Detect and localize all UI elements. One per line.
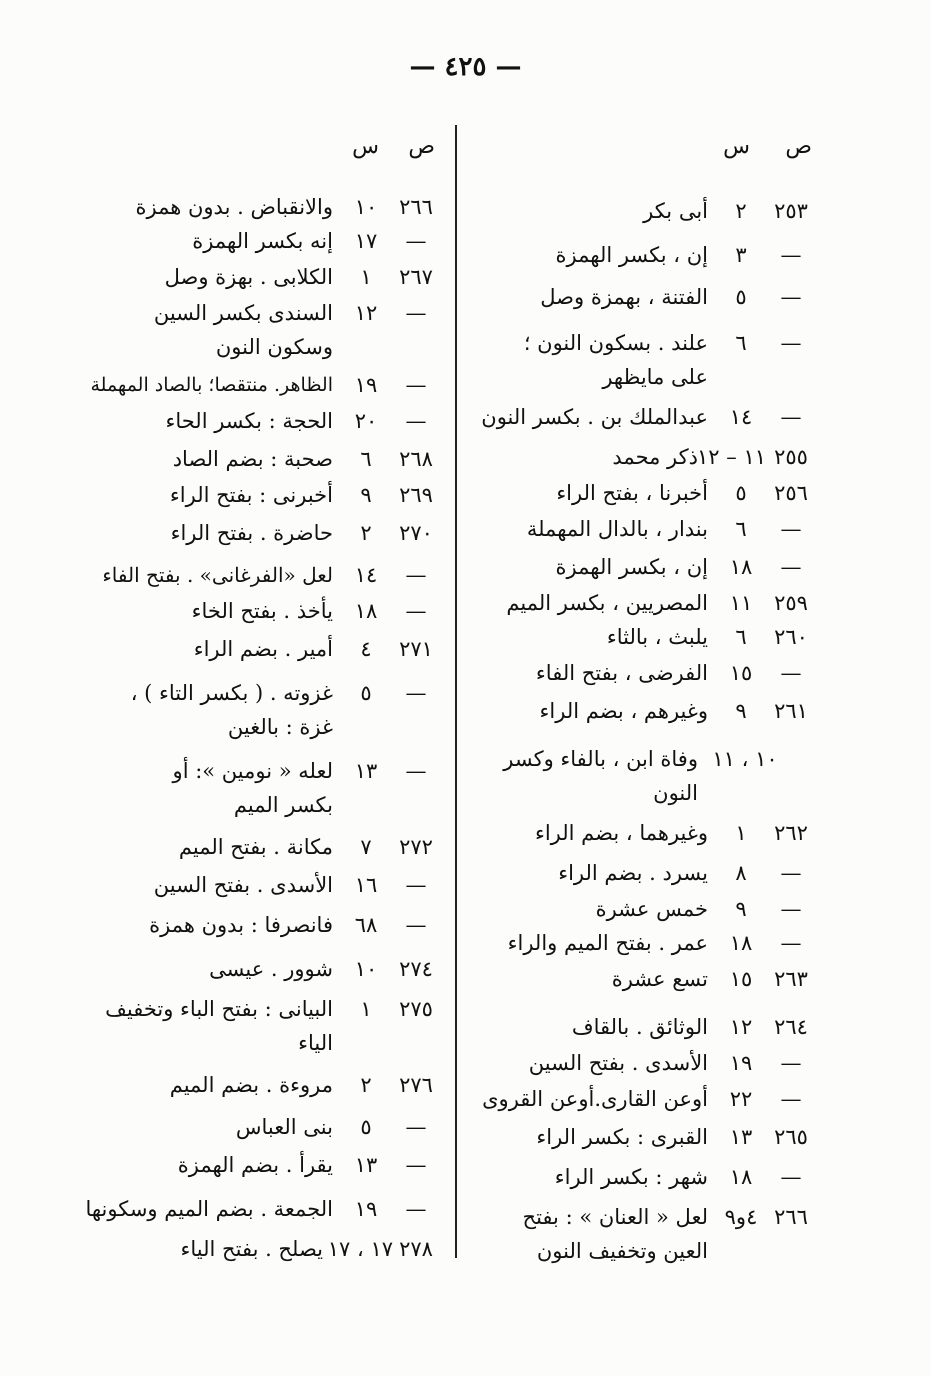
line-header: س <box>723 134 750 159</box>
page-number: — ٤٢٥ — <box>409 52 522 82</box>
errata-column-left: ص س ٢٦٦ ١٠ والانقباض . بدون همزة — ١٧ إنه بكسر الهمزة ٢٦٧ ١ الكلابى . بهزة وصل — ١٢ السندى بكسر السين وسكون النون — ١٩ الظاهر. منتقصا؛ بالصاد المهملة — ٢٠ الحجة : بكسر الحاء ٢٦٨ ٦ صحبة : بضم الصاد ٢٦٩ ٩ أخبرنى : بفتح الراء ٢٧٠ ٢ حاضرة . بفتح الراء — ١٤ لعل «الفرغانى» . بفتح الفاء — ١٨ يأخذ . بفتح الخاء ٢٧١ ٤ أمير . بضم الراء — ٥ غزوته . ( بكسر التاء ) ، غزة : بالغين — ١٣ لعله « نومين »: أو بكسر الميم ٢٧٢ ٧ مكانة . بفتح الميم — ١٦ الأسدى . بفتح السين — ٦٨ فانصرفا : بدون همزة ٢٧٤ ١٠ شوور . عيسى ٢٧٥ ١ البيانى : بفتح الباء وتخفيف الياء ٢٧٦ ٢ مروءة . بضم الميم — ٥ بنى العباس — ١٣ يقرأ . بضم الهمزة — ١٩ الجمعة . بضم الميم وسكونها ٢٧٨ ١٧ ، ١٧ يصلح . بفتح الياء <box>95 128 445 170</box>
column-header <box>95 128 445 170</box>
line-header: س <box>352 134 379 159</box>
column-header <box>470 128 820 170</box>
errata-column-right: ص س ٢٥٣ ٢ أبى بكر — ٣ إن ، بكسر الهمزة — ٥ الفتنة ، بهمزة وصل — ٦ علند . بسكون النون ؛ على مايظهر — ١٤ عبدالملك بن . بكسر النون ٢٥٥ ١١ – ١٢ ذكر محمد ٢٥٦ ٥ أخبرنا ، بفتح الراء — ٦ بندار ، بالدال المهملة — ١٨ إن ، بكسر الهمزة ٢٥٩ ١١ المصريين ، بكسر الميم ٢٦٠ ٦ يلبث ، بالثاء — ١٥ الفرضى ، بفتح الفاء ٢٦١ ٩ وغيرهم ، بضم الراء ١٠ ، ١١ وفاة ابن ، بالفاء وكسر النون ٢٦٢ ١ وغيرهما ، بضم الراء — ٨ يسرد . بضم الراء — ٩ خمس عشرة — ١٨ عمر . بفتح الميم والراء ٢٦٣ ١٥ تسع عشرة ٢٦٤ ١٢ الوثائق . بالقاف — ١٩ الأسدى . بفتح السين — ٢٢ أوعن القارى.أوعن القروى ٢٦٥ ١٣ القبرى : بكسر الراء — ١٨ شهر : بكسر الراء ٢٦٦ ٤و٩ لعل « العنان » : بفتح العين وتخفيف النون <box>470 128 820 170</box>
page-header: ص <box>785 134 812 159</box>
column-divider <box>455 125 457 1258</box>
page-header: ص <box>408 134 435 159</box>
